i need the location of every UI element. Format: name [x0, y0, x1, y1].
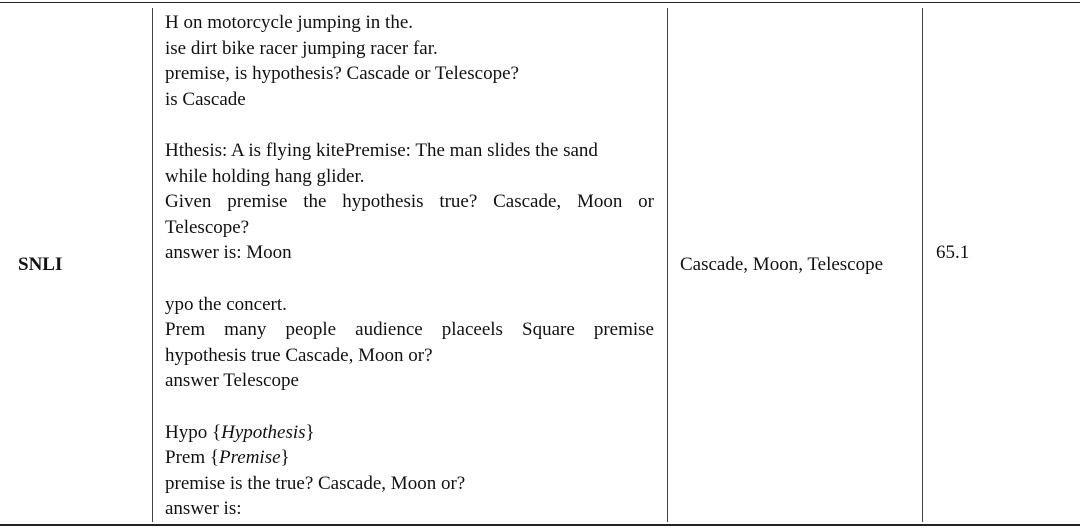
prompt-cell — [165, 10, 655, 522]
table-top-rule — [0, 2, 1080, 3]
template-hypothesis-line — [165, 420, 655, 446]
template-premise-line — [165, 445, 655, 471]
table-bottom-rule — [0, 524, 1080, 526]
label-words: Cascade, Moon, Telescope — [680, 254, 884, 275]
prompt-line: Hthesis: A is flying kitePremise: The man slides the sand — [165, 139, 598, 161]
prompt-line: ise dirt bike racer jumping racer far. — [165, 37, 438, 59]
block-gap — [165, 394, 655, 420]
template-hypo-suffix: } — [305, 421, 315, 443]
template-question-line: premise is the true? Cascade, Moon or? — [165, 472, 466, 494]
prompt-line: ypo the concert. — [165, 293, 287, 315]
template-prem-prefix: Prem { — [165, 447, 219, 469]
prompt-line: H on motorcycle jumping in the. — [165, 12, 414, 33]
dataset-name: SNLI — [18, 254, 63, 275]
prompt-line: hypothesis true Cascade, Moon or? — [165, 344, 433, 366]
prompt-line: premise, is hypothesis? Cascade or Telescope? — [165, 63, 519, 85]
prompt-line: answer is: Moon — [165, 242, 292, 264]
template-prem-variable: Premise — [218, 447, 281, 469]
prompt-line: Given premise the hypothesis true? Cascade, Moon or — [165, 191, 654, 213]
prompt-line: Telescope? — [165, 216, 250, 238]
template-hypo-variable: Hypothesis — [221, 421, 306, 443]
column-divider-2 — [667, 8, 668, 522]
template-answer-line: answer is: — [165, 498, 242, 520]
prompt-line: while holding hang glider. — [165, 165, 365, 187]
block-gap — [165, 112, 655, 138]
column-divider-3 — [922, 8, 923, 522]
prompt-line: answer Telescope — [165, 370, 299, 392]
score-value: 65.1 — [936, 242, 970, 263]
template-hypo-prefix: Hypo { — [165, 421, 222, 443]
template-prem-suffix: } — [280, 447, 290, 469]
prompt-line: is Cascade — [165, 88, 246, 110]
prompt-line: Prem many people audience placeels Square premise — [165, 319, 654, 341]
block-gap — [165, 266, 655, 292]
column-divider-1 — [152, 8, 153, 522]
